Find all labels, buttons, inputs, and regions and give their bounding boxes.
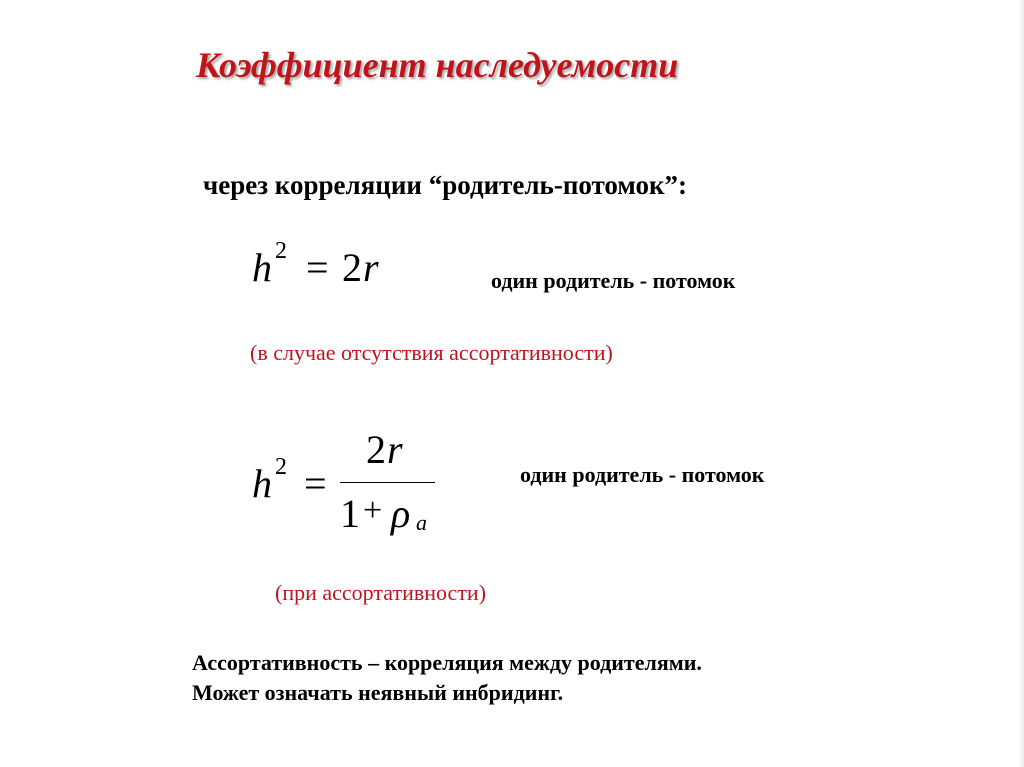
formula-1 [252,238,412,294]
formula-2-h: h [252,461,272,506]
formula-2-denominator-rho: ρ [391,491,411,536]
slide-subtitle: через корреляции “родитель-потомок”: [203,170,687,200]
formula-1-r: r [363,245,379,290]
formula-2-denominator-one: 1 [340,491,360,536]
formula-2 [252,420,452,550]
formula-1-condition: (в случае отсутствия ассортативности) [250,340,613,365]
formula-1-h: h [252,245,272,290]
formula-2-numerator-r: r [387,427,403,472]
formula-2-denominator-subscript: a [416,510,427,535]
slide-edge-shadow [1018,0,1024,767]
formula-2-note: один родитель - потомок [520,462,765,487]
fraction-bar [340,482,435,483]
formula-1-equals: = [306,245,329,290]
footer-line-1: Ассортативность – корреляция между родителями. [192,650,702,675]
formula-2-numerator-coef: 2 [366,427,386,472]
slide-title: Коэффициент наследуемости [196,45,679,85]
formula-2-denominator-plus: + [363,492,383,529]
formula-1-exponent: 2 [275,238,287,264]
footer-line-2: Может означать неявный инбридинг. [192,680,564,705]
formula-2-equals: = [304,461,327,506]
formula-2-condition: (при ассортативности) [275,580,487,605]
formula-1-note: один родитель - потомок [491,268,736,293]
formula-2-exponent: 2 [275,454,287,480]
formula-1-coef: 2 [342,245,362,290]
